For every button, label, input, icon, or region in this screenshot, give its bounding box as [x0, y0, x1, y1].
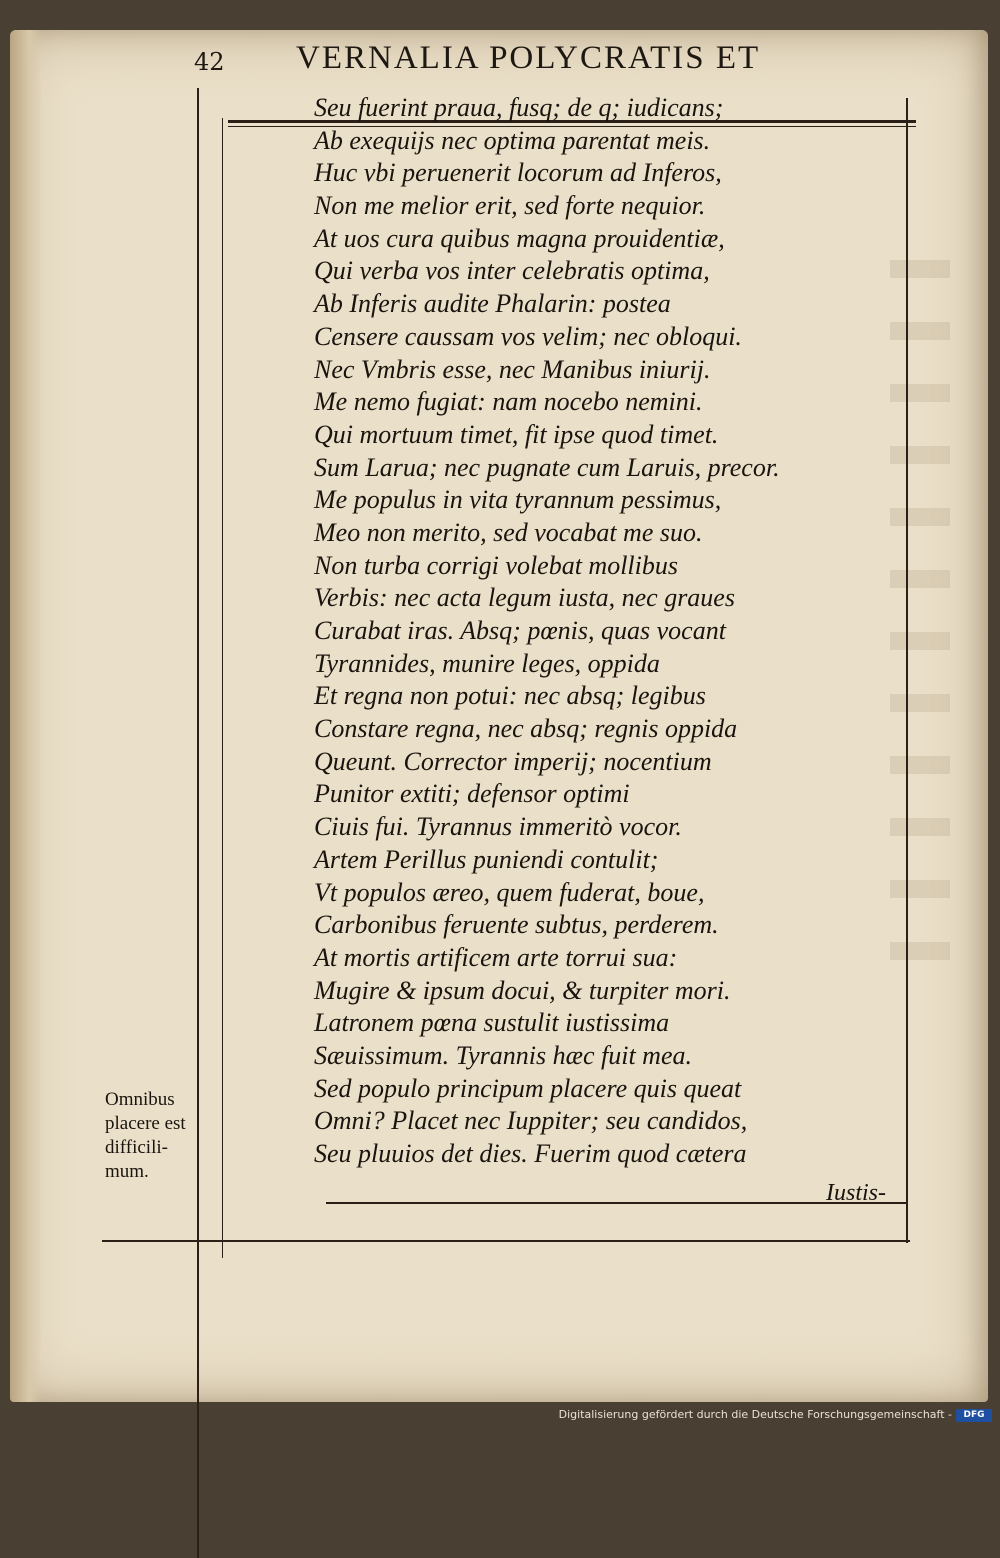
- verse-line: Curabat iras. Absq; pœnis, quas vocant: [314, 616, 726, 645]
- right-rule: [906, 98, 908, 1243]
- catchword: Iustis-: [826, 1180, 886, 1206]
- bleed-through-shadow: [890, 260, 950, 960]
- outer-left-rule: [197, 88, 199, 1558]
- verse-line: Artem Perillus puniendi contulit;: [314, 844, 659, 874]
- marginal-note-line: Omnibus: [105, 1089, 175, 1110]
- verse-line: Seu pluuios det dies. Fuerim quod cætera: [314, 1139, 747, 1168]
- verse-line: Seu fuerint praua, fusq; de q; iudicans;: [314, 93, 724, 122]
- verse-line: Ab exequijs nec optima parentat meis.: [314, 125, 711, 155]
- text-bottom-rule: [326, 1202, 908, 1204]
- marginal-note: [105, 1088, 205, 1184]
- verse-line: Me populus in vita tyrannum pessimus,: [314, 485, 722, 515]
- verse-line: Omni? Placet nec Iuppiter; seu candidos,: [314, 1106, 748, 1136]
- verse-line: Tyrannides, munire leges, oppida: [314, 648, 660, 678]
- verse-line: Verbis: nec acta legum iusta, nec graues: [314, 583, 735, 613]
- verse-line: Censere caussam vos velim; nec obloqui.: [314, 321, 742, 351]
- verse-line: At uos cura quibus magna prouidentiæ,: [314, 223, 725, 253]
- verse-text: [314, 92, 854, 1171]
- verse-line: Me nemo fugiat: nam nocebo nemini.: [314, 387, 703, 417]
- verse-line: Ciuis fui. Tyrannus immeritò vocor.: [314, 812, 682, 842]
- verse-line: Qui mortuum timet, fit ipse quod timet.: [314, 419, 719, 449]
- verse-line: Nec Vmbris esse, nec Manibus iniurij.: [314, 354, 711, 384]
- marginal-note-line: placere est: [105, 1113, 186, 1134]
- marginal-note-line: mum.: [105, 1161, 149, 1182]
- verse-line: Sed populo principum placere quis queat: [314, 1073, 742, 1103]
- verse-line: Vt populos æreo, quem fuderat, boue,: [314, 877, 705, 907]
- verse-line: Huc vbi peruenerit locorum ad Inferos,: [314, 158, 722, 188]
- verse-line: At mortis artificem arte torrui sua:: [314, 942, 678, 972]
- verse-line: Meo non merito, sed vocabat me suo.: [314, 517, 703, 547]
- marginal-note-line: difficili-: [105, 1137, 168, 1158]
- verse-line: Non me melior erit, sed forte nequior.: [314, 191, 706, 221]
- verse-line: Non turba corrigi volebat mollibus: [314, 550, 678, 580]
- digitization-credit: Digitalisierung gefördert durch die Deutsche Forschungsgemeinschaft -: [558, 1408, 952, 1421]
- verse-line: Mugire & ipsum docui, & turpiter mori.: [314, 975, 731, 1005]
- verse-line: Sum Larua; nec pugnate cum Laruis, precor.: [314, 452, 780, 482]
- verse-line: Sæuissimum. Tyrannis hæc fuit mea.: [314, 1040, 692, 1070]
- page-gutter: [10, 30, 42, 1402]
- dfg-logo: DFG: [956, 1409, 992, 1422]
- page-bottom-rule: [102, 1240, 910, 1242]
- verse-line: Latronem pœna sustulit iustissima: [314, 1008, 670, 1038]
- verse-line: Carbonibus feruente subtus, perderem.: [314, 910, 719, 940]
- inner-left-rule: [222, 118, 223, 1258]
- verse-line: Ab Inferis audite Phalarin: postea: [314, 289, 671, 319]
- verse-line: Constare regna, nec absq; regnis oppida: [314, 714, 738, 744]
- page-number: 42: [194, 48, 225, 76]
- running-title: VERNALIA POLYCRATIS ET: [296, 40, 761, 76]
- verse-line: Et regna non potui: nec absq; legibus: [314, 681, 706, 711]
- verse-line: Qui verba vos inter celebratis optima,: [314, 256, 710, 286]
- verse-line: Queunt. Corrector imperij; nocentium: [314, 746, 712, 776]
- verse-line: Punitor extiti; defensor optimi: [314, 779, 630, 809]
